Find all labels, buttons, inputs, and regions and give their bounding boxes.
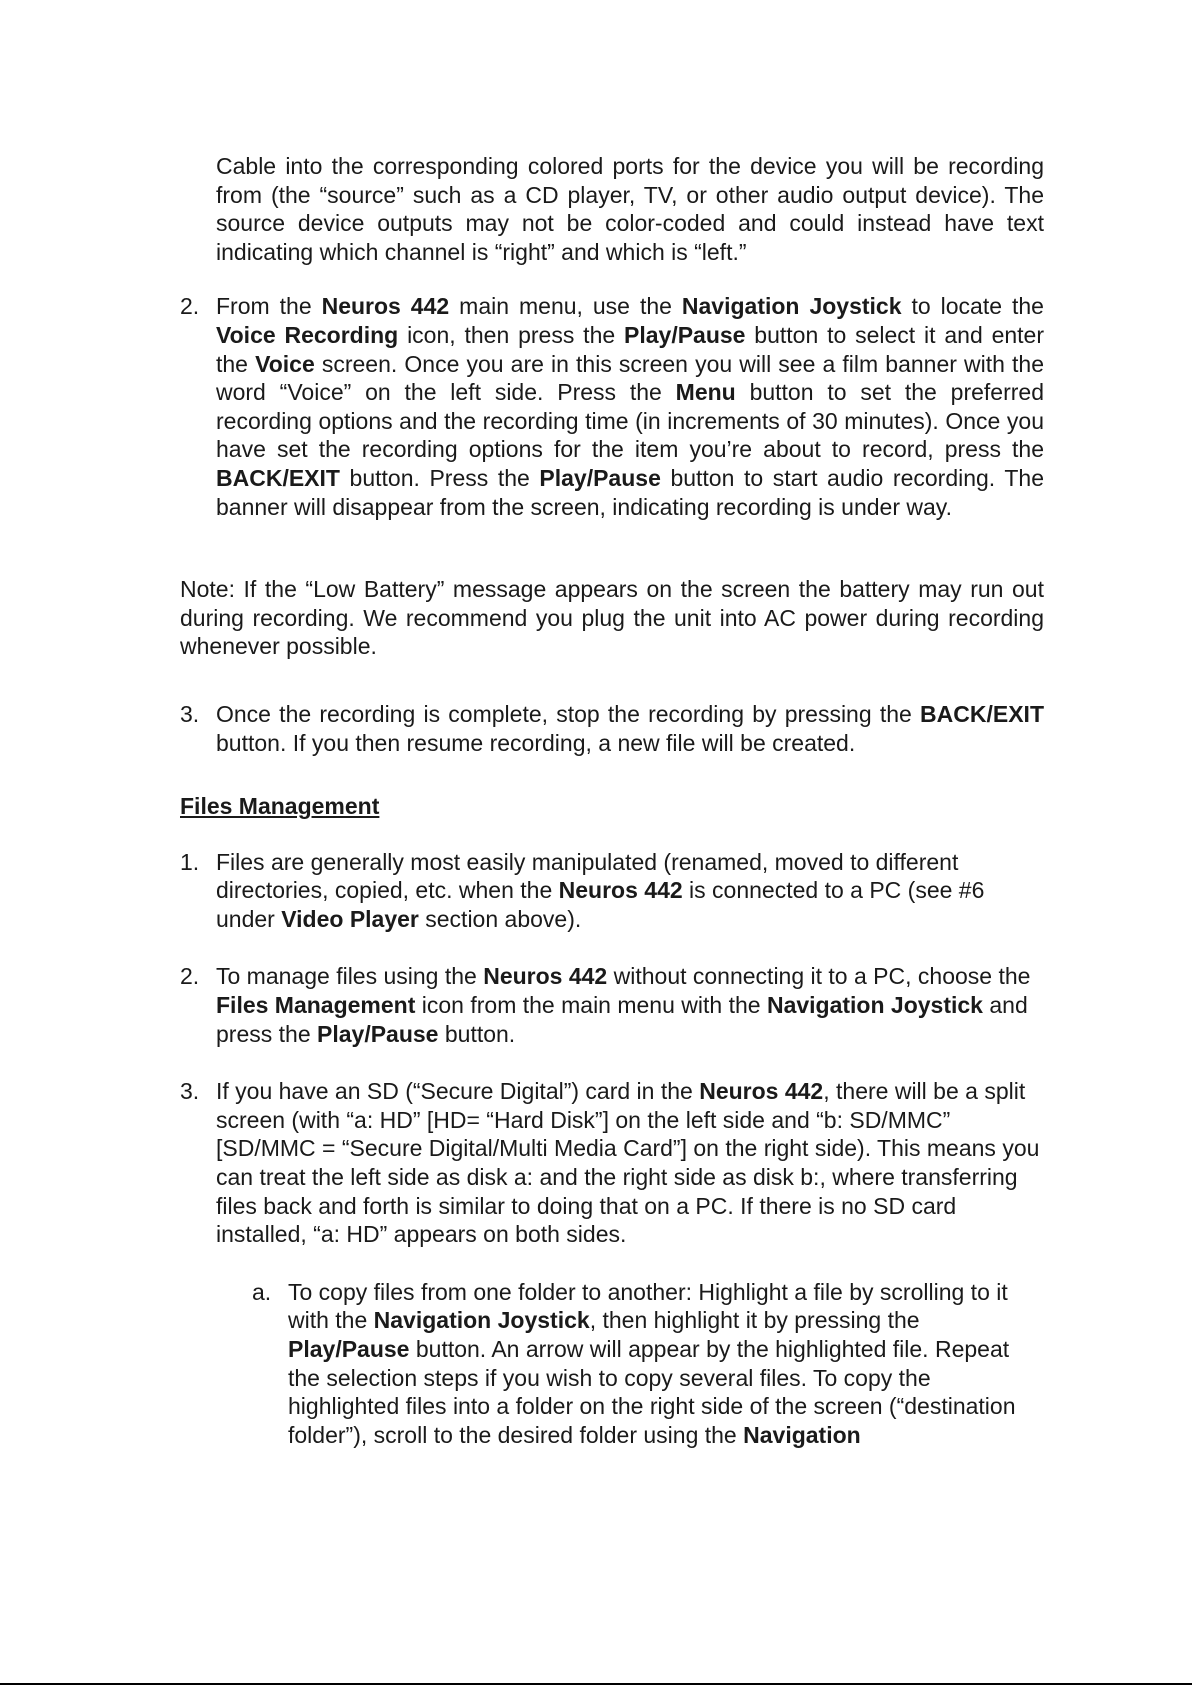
step-2-number: 2. [180, 293, 200, 320]
files-item-1-text: Files are generally most easily manipulated (renamed, moved to different directories, copied, etc. when the Neuros 442 is connected to a PC (see #6 under Video Player section above). [216, 848, 985, 932]
step-3 [180, 700, 1044, 757]
low-battery-note [180, 575, 1044, 661]
files-item-1 [180, 848, 1044, 934]
files-item-2-number: 2. [180, 963, 200, 990]
files-item-2-text: To manage files using the Neuros 442 without connecting it to a PC, choose the Files Management icon from the main menu with the Navigation Joystick and press the Play/Pause button. [216, 963, 1031, 1047]
files-item-3 [180, 1077, 1044, 1249]
step-2 [180, 292, 1044, 521]
files-item-3-text: If you have an SD (“Secure Digital”) card in the Neuros 442, there will be a split screen (with “a: HD” [HD= “Hard Disk”] on the left side and “b: SD/MMC” [SD/MMC = “Secure Digital/Multi Media Card”] on the right side). This means you can treat the left side as disk a: and the right side as disk b:, where transferring files back and forth is similar to doing that on a PC. If there is no SD card installed, “a: HD” appears on both sides. [216, 1078, 1040, 1248]
files-management-heading: Files Management [180, 793, 380, 820]
step-2-text: From the Neuros 442 main menu, use the Navigation Joystick to locate the Voice Recording icon, then press the Play/Pause button to select it and enter the Voice screen. Once you are in this screen you will see a film banner with the word “Voice” on the left side. Press the Menu button to set the preferred recording options and the recording time (in increments of 30 minutes). Once you have set the recording options for the item you’re about to record, press the BACK/EXIT button. Press the Play/Pause button to start audio recording. The banner will disappear from the screen, indicating recording is under way. [216, 293, 1045, 520]
files-item-1-number: 1. [180, 848, 200, 875]
step-3-number: 3. [180, 700, 200, 727]
files-item-2 [180, 962, 1044, 1048]
files-subitem-a-text: To copy files from one folder to another: Highlight a file by scrolling to it with the Navigation Joystick, then highlight it by pressing the Play/Pause button. An arrow will appear by the highlighted file. Repeat the selection steps if you wish to copy several files. To copy the highlighted files into a folder on the right side of the screen (“destination folder”), scroll to the desired folder using the Navigation [288, 1278, 1016, 1448]
intro-paragraph [180, 152, 1044, 266]
step-3-text: Once the recording is complete, stop the recording by pressing the BACK/EXIT button. If you then resume recording, a new file will be created. [216, 700, 1044, 756]
intro-text: Cable into the corresponding colored ports for the device you will be recording from (the “source” such as a CD player, TV, or other audio output device). The source device outputs may not be color-coded and could instead have text indicating which channel is “right” and which is “left.” [216, 153, 1044, 265]
document-page [180, 152, 1044, 1449]
note-text: Note: If the “Low Battery” message appears on the screen the battery may run out during recording. We recommend you plug the unit into AC power during recording whenever possible. [180, 576, 1044, 660]
files-subitem-a-letter: a. [252, 1278, 272, 1305]
files-subitem-a [180, 1278, 1044, 1450]
files-item-3-number: 3. [180, 1078, 200, 1105]
